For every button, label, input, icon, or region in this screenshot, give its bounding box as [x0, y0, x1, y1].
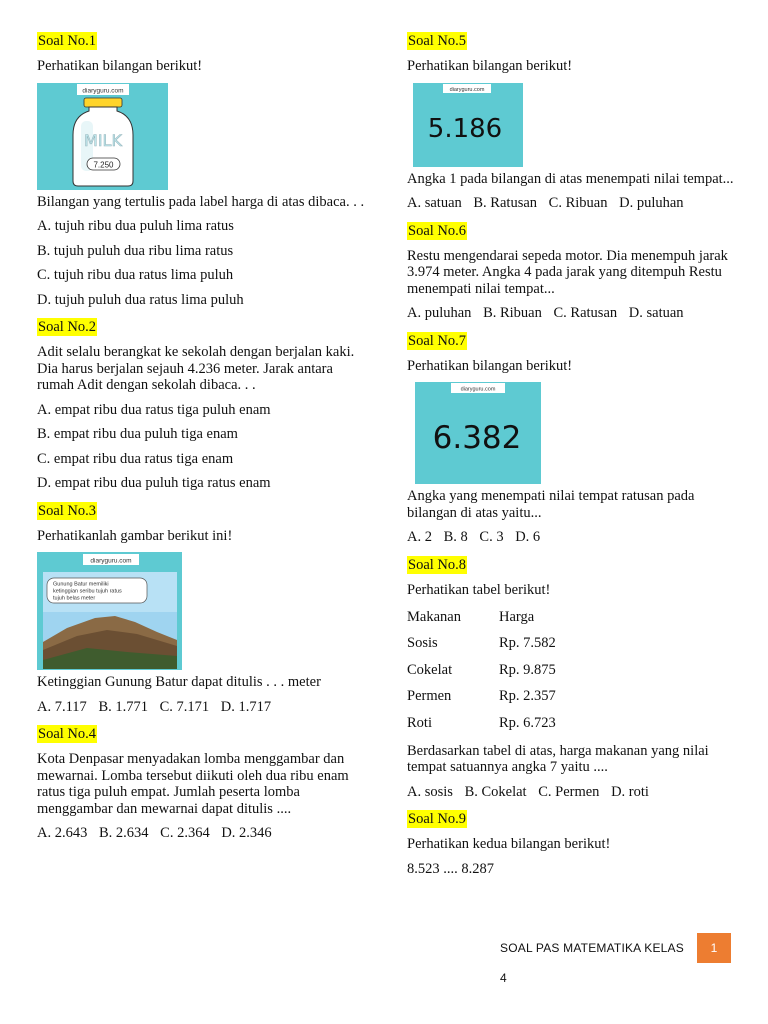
- question-1: [37, 30, 367, 308]
- option-d[interactable]: D. puluhan: [619, 195, 684, 211]
- option-b[interactable]: B. Ribuan: [483, 305, 542, 321]
- table-row: [407, 684, 556, 711]
- question-6: [407, 220, 737, 322]
- option-a[interactable]: A. satuan: [407, 195, 462, 211]
- options-row: [407, 195, 737, 212]
- question-prompt: Perhatikanlah gambar berikut ini!: [37, 527, 233, 544]
- table-cell: Rp. 7.582: [499, 635, 556, 652]
- right-column: [407, 30, 737, 885]
- question-text: Restu mengendarai sepeda motor. Dia menempuh jarak 3.974 meter. Angka 4 pada jarak yang ditempuh Restu menempati nilai tempat...: [407, 247, 728, 297]
- table-cell: Rp. 6.723: [499, 714, 556, 731]
- question-text: Bilangan yang tertulis pada label harga di atas dibaca. . .: [37, 193, 365, 210]
- bubble-line-3: tujuh belas meter: [53, 595, 96, 602]
- question-text: Berdasarkan tabel di atas, harga makanan yang nilai tempat satuannya angka 7 yaitu ....: [407, 742, 709, 775]
- question-prompt: Perhatikan tabel berikut!: [407, 581, 551, 598]
- comparison-text: 8.523 .... 8.287: [407, 860, 494, 877]
- number-card-image: [413, 83, 523, 167]
- question-prompt: Perhatikan bilangan berikut!: [37, 58, 203, 74]
- question-heading: Soal No.9: [408, 811, 466, 827]
- question-2: [37, 316, 367, 492]
- number-card-image: [415, 382, 541, 484]
- table-cell: Sosis: [407, 635, 438, 652]
- question-heading: Soal No.4: [38, 726, 96, 742]
- question-heading: Soal No.1: [38, 33, 96, 49]
- table-cell: Rp. 2.357: [499, 688, 556, 705]
- bubble-line-1: Gunung Batur memiliki: [53, 581, 109, 588]
- table-cell: Permen: [407, 688, 452, 705]
- option-d[interactable]: D. 2.346: [221, 825, 272, 841]
- number-display: 6.382: [432, 420, 522, 456]
- question-heading: Soal No.2: [38, 319, 96, 335]
- question-text: Angka yang menempati nilai tempat ratusan pada bilangan di atas yaitu...: [407, 488, 695, 521]
- question-7: [407, 330, 737, 546]
- question-prompt: Perhatikan kedua bilangan berikut!: [407, 836, 611, 852]
- option-b[interactable]: B. 1.771: [98, 698, 148, 715]
- question-heading: Soal No.6: [408, 222, 466, 239]
- option-a[interactable]: A. sosis: [407, 783, 453, 800]
- price-table: [407, 604, 556, 737]
- page-footer: [500, 933, 732, 985]
- options-row: [37, 825, 367, 842]
- option-a[interactable]: A. puluhan: [407, 305, 472, 321]
- question-5: [407, 30, 737, 212]
- milk-bottle-image: [37, 83, 168, 190]
- option-d[interactable]: D. tujuh puluh dua ratus lima puluh: [37, 291, 244, 308]
- image-site-label: diaryguru.com: [90, 557, 132, 565]
- question-prompt: Perhatikan bilangan berikut!: [407, 357, 573, 374]
- option-b[interactable]: B. 8: [443, 529, 468, 545]
- question-heading: Soal No.5: [408, 33, 466, 49]
- options-row: [407, 784, 737, 801]
- option-c[interactable]: C. 2.364: [160, 825, 210, 841]
- price-label: 7.250: [93, 160, 114, 169]
- option-c[interactable]: C. Ribuan: [548, 195, 608, 211]
- image-site-label: diaryguru.com: [460, 386, 496, 393]
- option-b[interactable]: B. Ratusan: [473, 195, 538, 211]
- question-heading: Soal No.3: [38, 502, 96, 519]
- option-b[interactable]: B. tujuh puluh dua ribu lima ratus: [37, 242, 234, 259]
- option-c[interactable]: C. empat ribu dua ratus tiga enam: [37, 450, 234, 467]
- table-header: Makanan: [407, 608, 461, 625]
- option-b[interactable]: B. 2.634: [98, 825, 149, 841]
- table-cell: Roti: [407, 714, 432, 731]
- question-8: [407, 554, 737, 801]
- option-d[interactable]: D. satuan: [628, 305, 684, 321]
- table-row: [407, 710, 556, 737]
- mountain-image: [37, 552, 182, 670]
- question-heading: Soal No.7: [408, 332, 466, 349]
- option-c[interactable]: C. 7.171: [159, 698, 210, 715]
- page-number-badge: 1: [697, 933, 731, 963]
- question-text: Kota Denpasar menyadakan lomba menggambar dan mewarnai. Lomba tersebut diikuti oleh dua ribu enam ratus tiga puluh empat. Jumlah peserta lomba menggambar dan mewarnai dapat ditulis ....: [37, 751, 349, 817]
- option-b[interactable]: B. empat ribu dua puluh tiga enam: [37, 426, 238, 442]
- options-row: [407, 529, 737, 546]
- table-header: Harga: [499, 608, 535, 625]
- question-text: Angka 1 pada bilangan di atas menempati nilai tempat...: [407, 170, 734, 187]
- question-3: [37, 500, 367, 716]
- option-a[interactable]: A. 2: [407, 529, 432, 545]
- question-text: Ketinggian Gunung Batur dapat ditulis . . . meter: [37, 674, 321, 690]
- option-c[interactable]: C. Permen: [538, 783, 600, 800]
- table-cell: Rp. 9.875: [499, 661, 556, 678]
- option-b[interactable]: B. Cokelat: [464, 783, 527, 800]
- milk-label: MILK: [84, 130, 122, 150]
- table-cell: Cokelat: [407, 661, 453, 678]
- question-4: [37, 723, 367, 842]
- option-c[interactable]: C. 3: [479, 529, 504, 545]
- option-a[interactable]: A. tujuh ribu dua puluh lima ratus: [37, 218, 234, 234]
- table-row: [407, 631, 556, 658]
- number-display: 5.186: [427, 113, 503, 144]
- option-a[interactable]: A. 7.117: [37, 698, 87, 715]
- option-d[interactable]: D. roti: [611, 783, 649, 800]
- option-a[interactable]: A. empat ribu dua ratus tiga puluh enam: [37, 401, 271, 418]
- footer-title: SOAL PAS MATEMATIKA KELAS 4: [500, 941, 684, 985]
- options-row: [37, 699, 367, 716]
- left-column: [37, 30, 367, 850]
- option-d[interactable]: D. 1.717: [220, 698, 272, 715]
- options-row: [407, 305, 737, 322]
- option-d[interactable]: D. 6: [515, 529, 541, 545]
- option-c[interactable]: C. Ratusan: [553, 305, 618, 321]
- question-9: [407, 808, 737, 877]
- question-prompt: Perhatikan bilangan berikut!: [407, 58, 573, 74]
- table-header-row: [407, 604, 556, 631]
- image-site-label: diaryguru.com: [82, 87, 124, 94]
- option-a[interactable]: A. 2.643: [37, 825, 88, 841]
- bubble-line-2: ketinggian seribu tujuh ratus: [53, 588, 122, 595]
- table-row: [407, 657, 556, 684]
- option-d[interactable]: D. empat ribu dua puluh tiga ratus enam: [37, 475, 271, 491]
- question-text: Adit selalu berangkat ke sekolah dengan berjalan kaki. Dia harus berjalan sejauh 4.236 meter. Jarak antara rumah Adit dengan sekolah dibaca. . .: [37, 344, 355, 393]
- option-c[interactable]: C. tujuh ribu dua ratus lima puluh: [37, 267, 234, 283]
- question-heading: Soal No.8: [408, 556, 466, 573]
- image-site-label: diaryguru.com: [449, 86, 485, 93]
